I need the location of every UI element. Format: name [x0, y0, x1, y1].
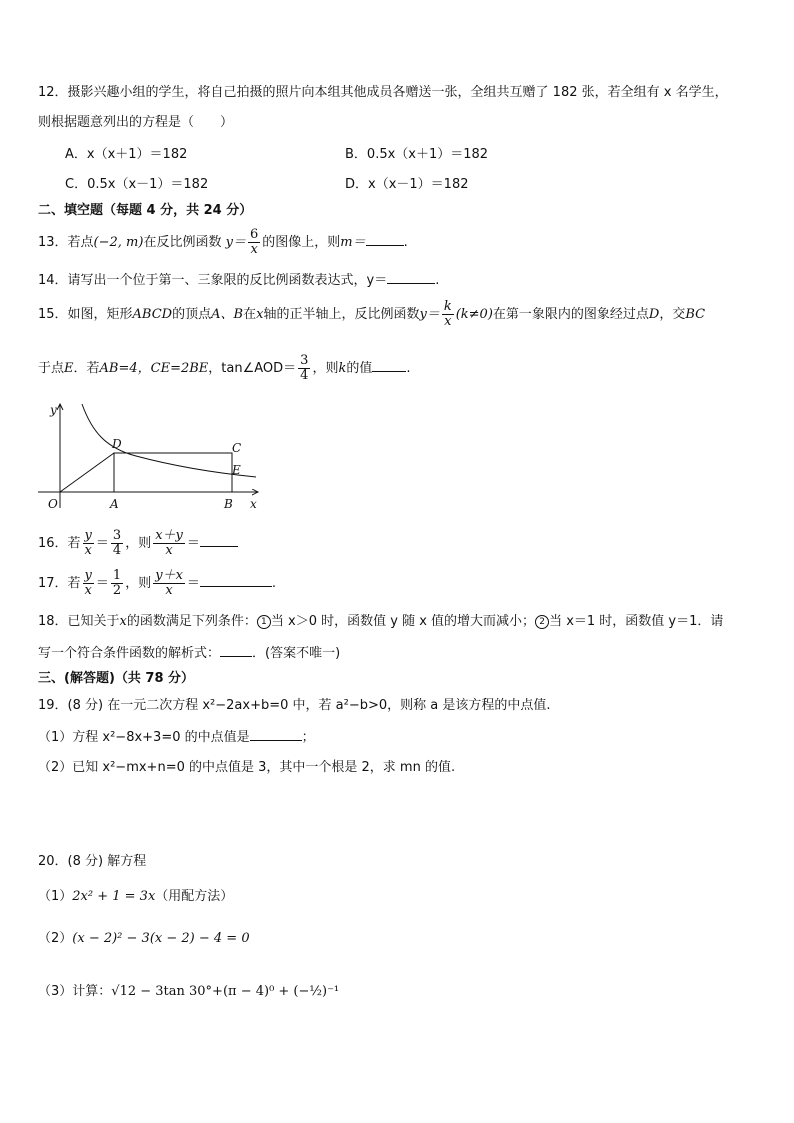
- q15-tan-fraction: [298, 354, 310, 383]
- q17-text-a: 17．若: [38, 576, 81, 591]
- q16-den1: x: [83, 543, 94, 558]
- q15-x: x: [256, 307, 264, 322]
- q17-text-b: ，则: [125, 576, 152, 591]
- q15-line2-d: 的值: [346, 361, 373, 376]
- q19-part1: [38, 728, 315, 747]
- q15-text-b: 的顶点: [172, 307, 212, 322]
- q16-num3: x＋y: [155, 528, 183, 543]
- q15-text-f: ，交: [659, 307, 686, 322]
- q18-line2-end: ．(答案不唯一): [252, 646, 341, 661]
- q15-fraction: [442, 300, 454, 329]
- q16-eq2: ＝: [186, 536, 200, 551]
- q18-x: x: [119, 614, 127, 629]
- q13-text-b: 在反比例函数: [143, 235, 222, 250]
- section-3-heading: 三、(解答题)（共 78 分）: [38, 671, 195, 686]
- q19-part1-text: （1）方程 x²−8x+3=0 的中点值是: [38, 730, 250, 745]
- q15-line1: [38, 298, 705, 332]
- q18-text-a: 18．已知关于: [38, 614, 120, 629]
- q18-line2: [38, 644, 340, 663]
- q17-answer-blank[interactable]: [200, 574, 272, 587]
- q15-abcd: ABCD: [132, 307, 173, 322]
- q17-fraction-1: [83, 569, 94, 598]
- q16-num1: y: [84, 528, 92, 543]
- q17-eq2: ＝: [186, 576, 200, 591]
- q18-text-b: 的函数满足下列条件：: [126, 614, 257, 629]
- q18-line2-text: 写一个符合条件函数的解析式：: [38, 646, 221, 661]
- q18-line1: [38, 613, 723, 631]
- q20-part3-expression: √12 − 3tan 30°+(π − 4)⁰ + (−½)⁻¹: [111, 984, 340, 999]
- label-c: C: [232, 441, 242, 455]
- q19-line1: 19．(8 分) 在一元二次方程 x²−2ax+b=0 中，若 a²−b>0，则称 a 是该方程的中点值.: [38, 698, 551, 713]
- q16-answer-blank[interactable]: [200, 534, 238, 547]
- q17-den1: x: [83, 583, 94, 598]
- q14-end: .: [435, 273, 440, 288]
- q15-tan: ，tan∠AOD＝: [208, 361, 297, 376]
- q13-fn-lhs: y＝: [225, 235, 246, 250]
- q14-answer-blank[interactable]: [387, 271, 435, 284]
- q15-text-e: 在第一象限内的图象经过点: [492, 307, 649, 322]
- q13-end: .: [403, 235, 408, 250]
- q13-point: (−2, m): [93, 235, 144, 250]
- q12-option-c: C．0.5x（x－1）＝182: [65, 177, 209, 192]
- q18-condition-2: 当 x＝1 时，函数值 y＝1．请: [549, 614, 724, 629]
- q17-eq1: ＝: [95, 576, 109, 591]
- q16-fraction-2: [111, 529, 123, 558]
- q12-option-a: A．x（x＋1）＝182: [65, 147, 188, 162]
- q15-line2-b: ．若: [73, 361, 100, 376]
- q20-part2-label: （2）: [38, 931, 73, 946]
- q15-line2: [38, 352, 411, 386]
- q12-line2: 则根据题意列出的方程是（ ）: [38, 115, 234, 130]
- q13-numerator: 6: [249, 227, 259, 242]
- q15-e-point: E: [64, 361, 74, 376]
- q20-part1: [38, 888, 233, 906]
- q17-fraction-2: [111, 569, 123, 598]
- q20-part1-label: （1）: [38, 889, 73, 904]
- q20-part1-equation: 2x² + 1 = 3x: [72, 889, 156, 904]
- q15-denominator: x: [442, 314, 454, 329]
- q18-circled-1: 1: [257, 615, 271, 629]
- q15-d-point: D: [648, 307, 660, 322]
- q14-text: 14．请写出一个位于第一、三象限的反比例函数表达式，y＝: [38, 273, 388, 288]
- q15-y: y＝: [419, 307, 440, 322]
- label-x: x: [250, 497, 257, 511]
- q16-text-b: ，则: [125, 536, 152, 551]
- q15-k: k: [338, 361, 347, 376]
- q12-option-b: B．0.5x（x＋1）＝182: [345, 147, 489, 162]
- q18-circled-2: 2: [535, 615, 549, 629]
- hyperbola-curve: [82, 404, 256, 477]
- label-a: A: [110, 497, 119, 511]
- q15-condition: (k≠0): [455, 307, 493, 322]
- q17-num3: y＋x: [155, 568, 183, 583]
- q16: [38, 526, 238, 562]
- q15-line2-c: ，则: [312, 361, 339, 376]
- q20-part3: [38, 983, 339, 1001]
- q16-text-a: 16．若: [38, 536, 81, 551]
- q20-part3-label: （3）计算：: [38, 984, 112, 999]
- q16-fraction-1: [83, 529, 94, 558]
- q13-fraction: [248, 228, 260, 257]
- label-o: O: [48, 497, 58, 511]
- q12-line1: 12．摄影兴趣小组的学生，将自己拍摄的照片向本组其他成员各赠送一张，全组共互赠了 182 张，若全组有 x 名学生，: [38, 85, 728, 100]
- q15-bc: BC: [685, 307, 706, 322]
- q13: [38, 228, 408, 258]
- q13-m: m＝: [340, 235, 366, 250]
- q17-end: .: [271, 576, 277, 591]
- segment-od: [60, 453, 114, 492]
- section-2-heading: 二、填空题（每题 4 分，共 24 分）: [38, 203, 253, 218]
- label-e: E: [232, 463, 241, 477]
- q15-text-c: 在: [243, 307, 257, 322]
- q14: [38, 271, 439, 290]
- q16-num2: 3: [112, 528, 122, 543]
- label-b: B: [224, 497, 233, 511]
- q16-eq1: ＝: [95, 536, 109, 551]
- label-y: y: [50, 403, 57, 417]
- q20-part1-note: （用配方法）: [155, 889, 234, 904]
- q20-part2: [38, 930, 250, 948]
- q17: [38, 566, 276, 602]
- q12-option-d: D．x（x－1）＝182: [345, 177, 469, 192]
- q13-answer-blank[interactable]: [366, 233, 404, 246]
- q13-text-c: 的图像上，则: [262, 235, 341, 250]
- q15-figure: [36, 398, 266, 514]
- q19-answer-blank[interactable]: [250, 728, 302, 741]
- q15-tan-numerator: 3: [300, 353, 309, 368]
- q19-part2: （2）已知 x²−mx+n=0 的中点值是 3，其中一个根是 2，求 mn 的值.: [38, 760, 456, 775]
- q15-text-d: 轴的正半轴上，反比例函数: [263, 307, 420, 322]
- q13-text-a: 13．若点: [38, 235, 94, 250]
- q17-num2: 1: [112, 568, 122, 583]
- q16-den3: x: [153, 543, 185, 558]
- q17-num1: y: [84, 568, 92, 583]
- q17-den2: 2: [112, 583, 122, 598]
- q13-denominator: x: [248, 242, 260, 257]
- q15-tan-denominator: 4: [300, 368, 309, 383]
- q18-answer-blank[interactable]: [220, 644, 252, 657]
- q17-den3: x: [153, 583, 185, 598]
- q15-ab: A、B: [211, 307, 244, 322]
- q20-title: 20．(8 分) 解方程: [38, 854, 147, 869]
- q15-ab-eq: AB=4，CE=2BE: [99, 361, 209, 376]
- q15-numerator: k: [443, 299, 452, 314]
- q19-part1-end: ；: [301, 730, 315, 745]
- q15-answer-blank[interactable]: [372, 359, 406, 372]
- q15-line2-a: 于点: [38, 361, 65, 376]
- q15-text-a: 15．如图，矩形: [38, 307, 133, 322]
- q16-fraction-3: [153, 529, 185, 558]
- q20-part2-equation: (x − 2)² − 3(x − 2) − 4 = 0: [72, 931, 250, 946]
- label-d: D: [112, 437, 122, 451]
- q18-condition-1: 当 x＞0 时，函数值 y 随 x 值的增大而减小；: [270, 614, 536, 629]
- q16-den2: 4: [112, 543, 122, 558]
- q17-fraction-3: [153, 569, 185, 598]
- q15-end: .: [406, 361, 411, 376]
- rectangle-abcd: [114, 453, 232, 492]
